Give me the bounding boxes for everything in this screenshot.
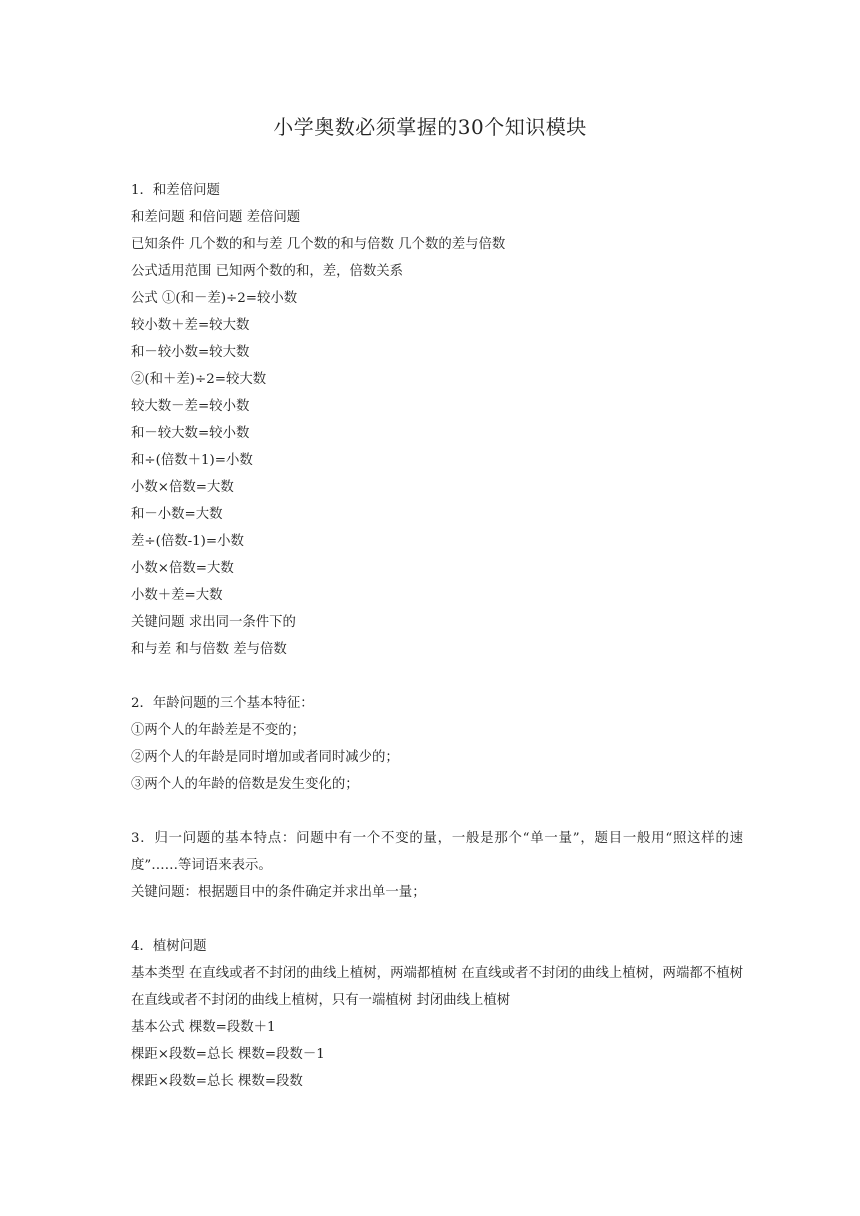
text-line: 小数＋差=大数 — [131, 588, 223, 603]
page-title: 小学奥数必须掌握的30个知识模块 — [273, 115, 587, 139]
text-line: ②两个人的年龄是同时增加或者同时减少的； — [131, 750, 399, 765]
text-line: 较小数＋差=较大数 — [131, 318, 250, 333]
section-heading-1: 1．和差倍问题 — [131, 183, 220, 198]
text-line: 小数×倍数=大数 — [131, 480, 234, 495]
text-line: 和－小数=大数 — [131, 507, 223, 522]
section-paragraph-3: 3．归一问题的基本特点：问题中有一个不变的量，一般是那个“单一量”，题目一般用“照这样的速度”……等词语来表示。 — [131, 831, 743, 873]
text-line: ②(和＋差)÷2=较大数 — [131, 372, 267, 387]
paragraph-gap — [131, 798, 743, 825]
text-line: ③两个人的年龄的倍数是发生变化的； — [131, 777, 359, 792]
document-body — [131, 177, 743, 1095]
section-heading-2: 2．年龄问题的三个基本特征： — [131, 696, 314, 711]
text-line: 棵距×段数=总长 棵数=段数－1 — [131, 1047, 325, 1062]
text-line: 小数×倍数=大数 — [131, 561, 234, 576]
paragraph-gap — [131, 906, 743, 933]
section-paragraph-4: 基本类型 在直线或者不封闭的曲线上植树，两端都植树 在直线或者不封闭的曲线上植树，两端都不植树 在直线或者不封闭的曲线上植树，只有一端植树 封闭曲线上植树 — [131, 966, 743, 1008]
text-line: 公式 ①(和－差)÷2=较小数 — [131, 291, 298, 306]
text-line: 差÷(倍数-1)=小数 — [131, 534, 244, 549]
text-line: 关键问题 求出同一条件下的 — [131, 615, 296, 630]
text-line: 较大数－差=较小数 — [131, 399, 250, 414]
text-line: 和－较小数=较大数 — [131, 345, 250, 360]
text-line: 和－较大数=较小数 — [131, 426, 250, 441]
text-line: 公式适用范围 已知两个数的和，差，倍数关系 — [131, 264, 404, 279]
text-line: 和与差 和与倍数 差与倍数 — [131, 642, 287, 657]
text-line: 和差问题 和倍问题 差倍问题 — [131, 210, 301, 225]
text-line: 棵距×段数=总长 棵数=段数 — [131, 1074, 303, 1089]
text-line: 已知条件 几个数的和与差 几个数的和与倍数 几个数的差与倍数 — [131, 237, 506, 252]
section-heading-4: 4．植树问题 — [131, 939, 207, 954]
text-line: 和÷(倍数＋1)=小数 — [131, 453, 253, 468]
text-line: 基本公式 棵数=段数＋1 — [131, 1020, 276, 1035]
text-line: ①两个人的年龄差是不变的； — [131, 723, 306, 738]
text-line: 关键问题：根据题目中的条件确定并求出单一量； — [131, 885, 426, 900]
paragraph-gap — [131, 663, 743, 690]
